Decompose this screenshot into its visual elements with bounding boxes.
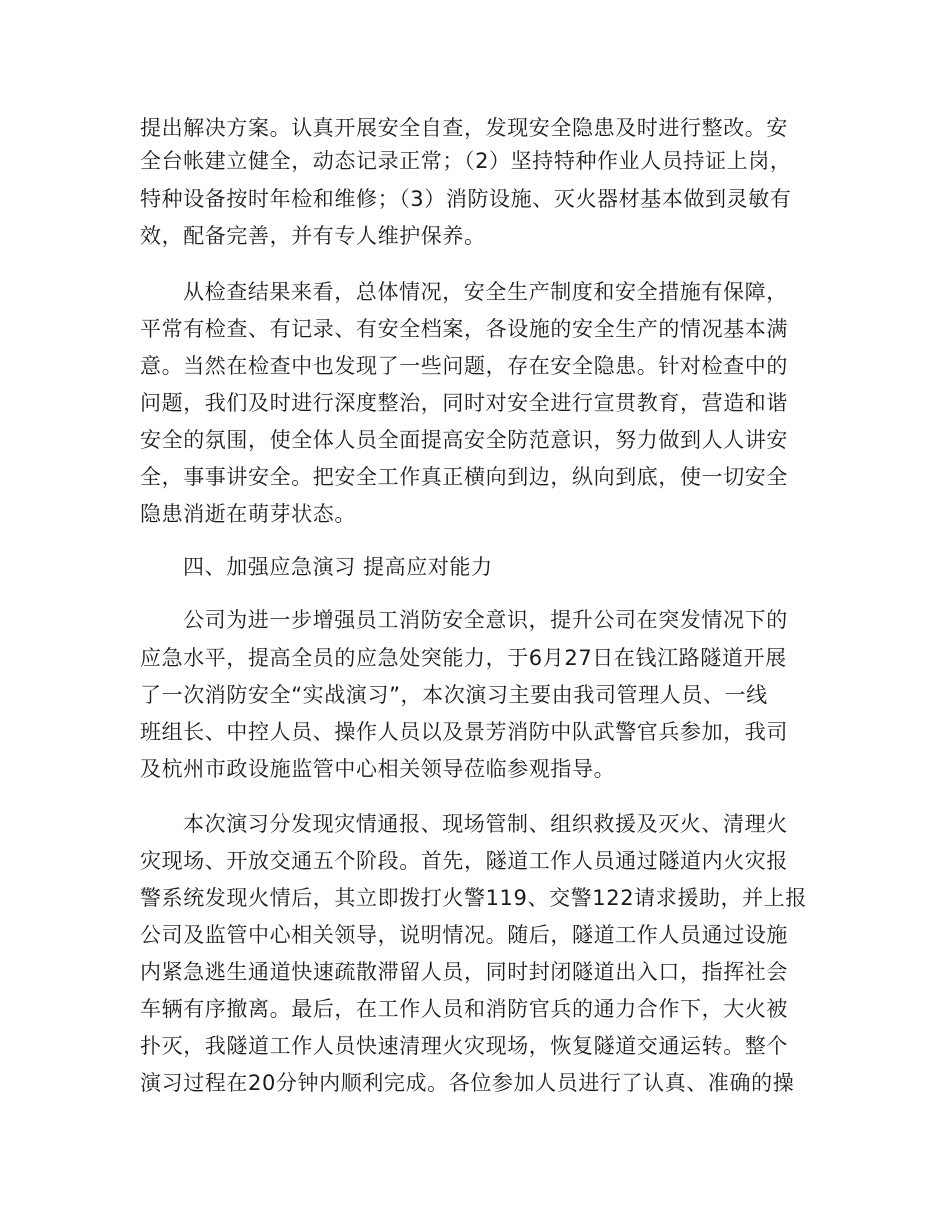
text-line: 演习过程在20分钟内顺利完成。各位参加人员进行了认真、准确的操 (140, 1071, 795, 1095)
text-line: 班组长、中控人员、操作人员以及景芳消防中队武警官兵参加，我司 (140, 720, 788, 744)
text-line: 扑灭，我隧道工作人员快速清理火灾现场，恢复隧道交通运转。整个 (140, 1034, 788, 1058)
text-line: 意。当然在检查中也发现了一些问题，存在安全隐患。针对检查中的 (140, 354, 788, 378)
text-line: 效，配备完善，并有专人维护保养。 (140, 224, 486, 248)
text-line: 特种设备按时年检和维修；（3）消防设施、灭火器材基本做到灵敏有 (140, 187, 792, 211)
text-line: 公司为进一步增强员工消防安全意识，提升公司在突发情况下的 (183, 608, 788, 632)
text-line: 本次演习分发现灾情通报、现场管制、组织救援及灭火、清理火 (183, 812, 788, 836)
text-line: 从检查结果来看，总体情况，安全生产制度和安全措施有保障， (183, 280, 788, 304)
text-line: 内紧急逃生通道快速疏散滞留人员，同时封闭隧道出入口，指挥社会 (140, 960, 788, 984)
text-line: 了一次消防安全“实战演习”，本次演习主要由我司管理人员、一线 (140, 683, 768, 707)
text-line: 车辆有序撤离。最后，在工作人员和消防官兵的通力合作下，大火被 (140, 997, 788, 1021)
text-line: 安全的氛围，使全体人员全面提高安全防范意识，努力做到人人讲安 (140, 428, 788, 452)
text-line: 警系统发现火情后，其立即拨打火警119、交警122请求援助，并上报 (140, 886, 807, 910)
text-line: 灾现场、开放交通五个阶段。首先，隧道工作人员通过隧道内火灾报 (140, 849, 788, 873)
text-line: 全台帐建立健全，动态记录正常；（2）坚持特种作业人员持证上岗， (140, 149, 792, 173)
text-line: 及杭州市政设施监管中心相关领导莅临参观指导。 (140, 757, 616, 781)
text-line: 平常有检查、有记录、有安全档案，各设施的安全生产的情况基本满 (140, 317, 788, 341)
text-line: 公司及监管中心相关领导，说明情况。随后，隧道工作人员通过设施 (140, 923, 788, 947)
text-line: 隐患消逝在萌芽状态。 (140, 502, 356, 526)
text-line: 问题，我们及时进行深度整治，同时对安全进行宣贯教育，营造和谐 (140, 391, 788, 415)
heading-line: 四、加强应急演习 提高应对能力 (183, 555, 493, 579)
text-line: 全，事事讲安全。把安全工作真正横向到边，纵向到底，使一切安全 (140, 465, 788, 489)
text-line: 应急水平，提高全员的应急处突能力，于6月27日在钱江路隧道开展 (140, 646, 787, 670)
text-line: 提出解决方案。认真开展安全自查，发现安全隐患及时进行整改。安 (140, 116, 788, 140)
